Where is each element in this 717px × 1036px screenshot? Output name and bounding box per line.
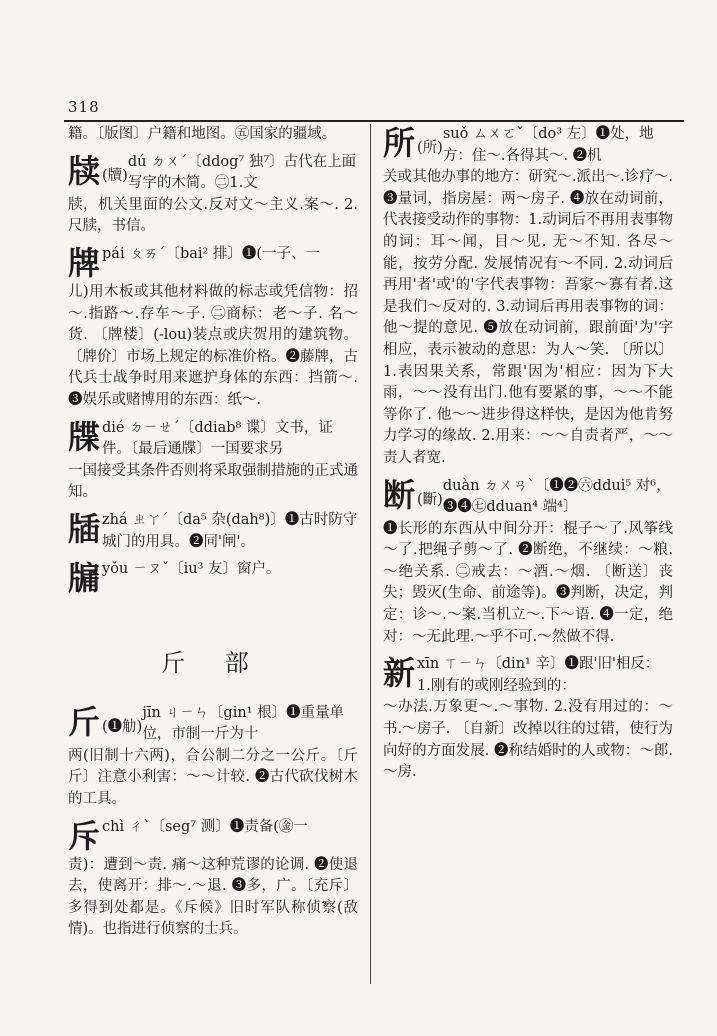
- headword: 牖: [68, 559, 101, 598]
- entry-pronunciation: xīn ㄒㄧㄣ〔din¹ 辛〕❶跟'旧'相反：1.刚有的或刚经验到的：: [417, 656, 660, 694]
- entry-definition: 两(旧制十六两)，合公制二分之一公斤。〔斤斤〕注意小利害：～～计较. ❷古代砍伐树木的工具。: [68, 747, 358, 808]
- entry-head: [383, 654, 673, 697]
- entry-pronunciation: duàn ㄉㄨㄢˋ〔❶❷㊅ddui⁵ 对⁶，❸❹㊆dduan⁴ 端⁴〕: [442, 477, 671, 516]
- entry-head: [383, 124, 673, 167]
- column-divider: [370, 124, 371, 984]
- entry-pronunciation: suǒ ㄙㄨㄛˇ〔do³ 左〕❶处，地方：住～.各得其～. ❷机: [442, 126, 654, 164]
- entry-definition: 一国接受其条件否则将采取强制措施的正式通知。: [68, 462, 358, 501]
- entry-pronunciation: dú ㄉㄨˊ〔ddog⁷ 独⁷〕古代在上面写字的木简。㊁1.文: [127, 153, 357, 192]
- left-column: [68, 124, 358, 941]
- entry-definition: ～办法.万象更～.～事物. 2.没有用过的：～书.～房子. 〔自新〕改掉以往的过错，使行为向好的方面发展. ❷称结婚时的人或物：～郎.～房.: [383, 699, 673, 781]
- entry-head: [68, 559, 358, 597]
- headword-variant: (斷): [417, 491, 443, 508]
- entry-pronunciation: dié ㄉㄧㄝˊ〔ddiab⁸ 谍〕文书，证件。〔最后通牒〕一国要求另: [102, 419, 333, 458]
- entry-definition: ❶长形的东西从中间分开：棍子～了.风筝线～了.把绳子剪～了. ❷断绝，不继续：～粮.～绝关系. ㊁戒去：～酒.～烟. 〔断送〕丧失；毁灭(生命、前途等)。❸判断，决定，判定：诊～.～案.当机立～.下～语. ❹一定，绝对：～无此理.～乎不可.～然做不得.: [383, 520, 673, 645]
- dictionary-entry: [68, 817, 358, 941]
- top-rule: [64, 120, 684, 122]
- page-number: 318: [68, 98, 100, 116]
- dictionary-entry: [383, 476, 673, 649]
- entry-definition: 儿)用木板或其他材料做的标志或凭信物：招～.指路～.存车～子. ㊁商标：老～子. 名～货. 〔牌楼〕(-lou)装点或庆贺用的建筑物。〔牌价〕市场上规定的标准价格。❷藤牌，古代兵士战争时用来遮护身体的东西：挡箭～. ❸娱乐或赌博用的东西：纸～.: [68, 283, 358, 408]
- dictionary-entry: [383, 654, 673, 784]
- headword: 斥: [68, 816, 101, 855]
- entry-head: [68, 510, 358, 553]
- entry-pronunciation: chì ㄔˋ〔seg⁷ 测〕❶责备(㊎一: [102, 818, 308, 835]
- entry-pronunciation: jīn ㄐㄧㄣ〔gin¹ 根〕❶重量单位，市制一斤为十: [142, 704, 345, 743]
- continuation-text: 籍。〔版图〕户籍和地图。㊄国家的疆域。: [68, 126, 337, 142]
- dictionary-entry: [68, 559, 358, 597]
- entry-head: [383, 476, 673, 519]
- dictionary-entry: [68, 510, 358, 553]
- entry-pronunciation: yǒu ㄧㄡˇ〔iu³ 友〕窗户。: [102, 561, 281, 578]
- entry-head: [68, 418, 358, 461]
- headword: 牒: [68, 417, 101, 456]
- entry-pronunciation: pái ㄆㄞˊ〔bai² 排〕❶(一子、一: [102, 245, 321, 262]
- entry-definition: 牍，机关里面的公文.反对文～主义.案～. 2.尺牍，书信。: [68, 196, 358, 235]
- entry-definition: 关或其他办事的地方：研究～.派出～.诊疗～. ❸量词，指房屋：两～房子. ❹放在动词前，代表接受动作的事物：1.动词后不再用表事物的词：耳～闻，目～见. 无～不知. 各尽～能，按劳分配. 发展情况有～不同. 2.动词后再用'者'或'的'字代表事物：吾家～寡有者.这是我们～反对的. 3.动词后再用表事物的词：他～提的意见. ❺放在动词前，跟前面'为'字相应，表示被动的意思：为人～笑. 〔所以〕1.表因果关系，常跟'因为'相应：因为下大雨，～～没有出门.他有要紧的事，～～不能等你了. 他～～进步得这样快，是因为他肯努力学习的缘故. 2.用来：～～自责者严，～～责人者宽.: [383, 169, 673, 466]
- headword-variant: (牘): [102, 167, 128, 184]
- entry-pronunciation: zhá ㄓㄚˊ〔da⁵ 杂(dah⁸)〕❶古时防守城门的用具。❷同'闸'。: [102, 511, 358, 550]
- entry-definition: 责)：遭到～责. 痛～这种荒谬的论调. ❷使退去，使离开：排～.～退. ❸多，广。〔充斥〕多得到处都是。《斥候》旧时军队称侦察(敌情)。也指进行侦察的士兵。: [68, 856, 358, 938]
- headword-variant: (❶觔): [102, 718, 143, 735]
- headword: 牐: [68, 509, 101, 548]
- entry-head: [68, 244, 358, 282]
- headword: 斤: [68, 702, 101, 741]
- headword-variant: (所): [417, 140, 443, 156]
- dictionary-entry: [383, 124, 673, 470]
- headword: 断: [383, 475, 416, 514]
- headword: 牍: [68, 151, 101, 190]
- entry-head: [68, 152, 358, 195]
- headword: 所: [383, 124, 416, 162]
- right-column: [383, 124, 673, 784]
- dictionary-entry: [68, 703, 358, 811]
- dictionary-entry: [68, 418, 358, 504]
- dictionary-entry: [68, 152, 358, 238]
- dictionary-entry: [68, 244, 358, 412]
- headword: 新: [383, 654, 416, 693]
- entry-head: [68, 817, 358, 855]
- section-title: 斤 部: [161, 649, 265, 678]
- headword: 牌: [68, 243, 101, 282]
- entry-head: [68, 703, 358, 746]
